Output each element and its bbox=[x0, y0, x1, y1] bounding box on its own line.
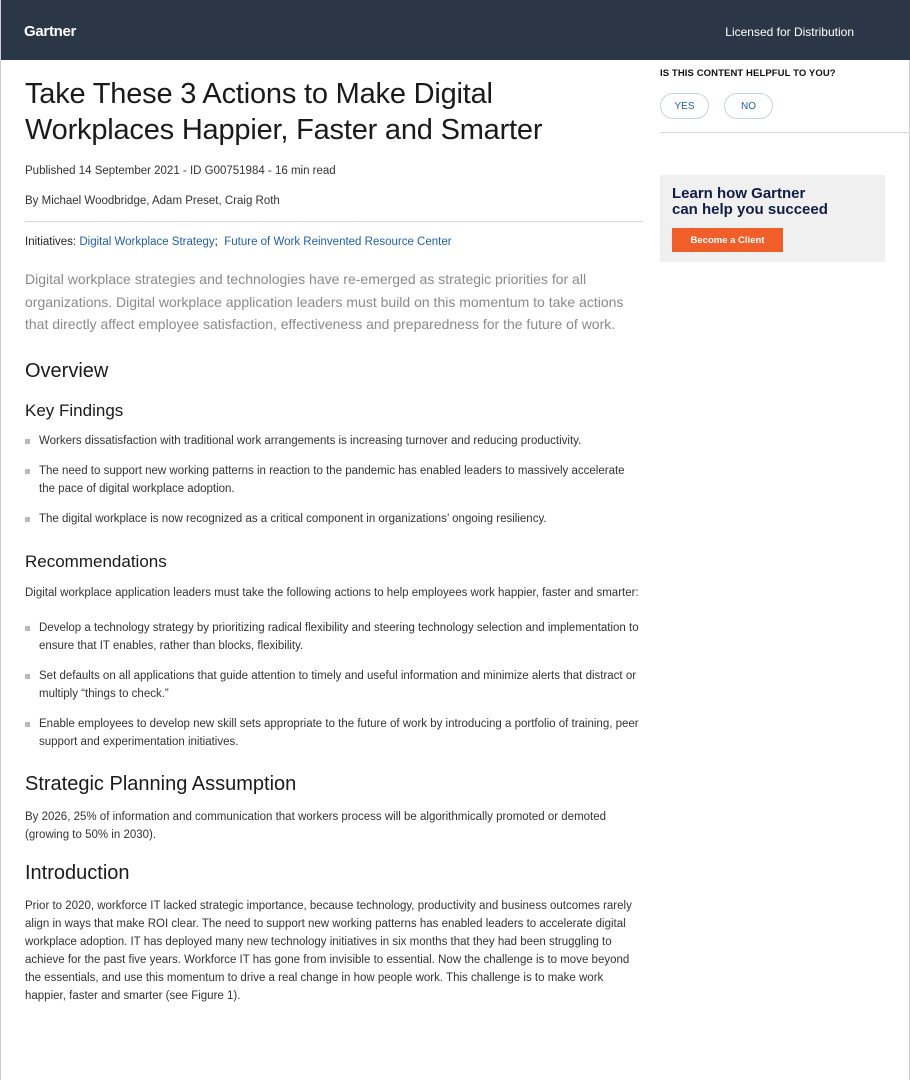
promo-title-line-1: Learn how Gartner bbox=[672, 185, 806, 202]
list-item bbox=[25, 510, 643, 528]
recommendations-intro: Digital workplace application leaders must take the following actions to help employees work happier, faster and smarter: bbox=[25, 586, 639, 599]
list-item-text: Develop a technology strategy by prioritizing radical flexibility and steering technology selection and implementation to ensure that IT enables, rather than blocks, flexibility. bbox=[39, 621, 639, 652]
article-summary: Digital workplace strategies and technologies have re-emerged as strategic priorities for all organizations. Digital workplace application leaders must build on this momentum to take actions that directly affect employee satisfaction, effectiveness and preparedness for the future of work. bbox=[25, 271, 624, 332]
list-item bbox=[25, 715, 643, 751]
bullet-icon bbox=[25, 722, 30, 727]
strategic-planning-text: By 2026, 25% of information and communication that workers process will be algorithmically promoted or demoted (growing to 50% in 2030). bbox=[25, 810, 607, 841]
recommendations-list bbox=[25, 619, 643, 751]
article-content bbox=[25, 76, 643, 1005]
feedback-buttons bbox=[660, 93, 910, 119]
list-item bbox=[25, 619, 643, 655]
list-item-text: Set defaults on all applications that guide attention to timely and useful information and minimize alerts that distract or multiply “things to check.” bbox=[39, 669, 637, 700]
yes-button[interactable]: YES bbox=[660, 93, 709, 119]
list-item bbox=[25, 667, 643, 703]
license-status: Licensed for Distribution bbox=[725, 25, 854, 39]
key-findings-heading: Key Findings bbox=[25, 400, 124, 420]
list-item bbox=[25, 432, 643, 450]
key-findings-list bbox=[25, 432, 643, 528]
sidebar bbox=[660, 68, 910, 246]
top-navigation-bar bbox=[1, 0, 910, 60]
become-a-client-button[interactable]: Become a Client bbox=[672, 228, 783, 252]
strategic-planning-heading: Strategic Planning Assumption bbox=[25, 772, 297, 795]
list-item bbox=[25, 462, 643, 498]
bullet-icon bbox=[25, 469, 30, 474]
divider bbox=[25, 221, 643, 222]
bullet-icon bbox=[25, 674, 30, 679]
recommendations-heading: Recommendations bbox=[25, 551, 167, 571]
bullet-icon bbox=[25, 626, 30, 631]
list-item-text: The digital workplace is now recognized as a critical component in organizations’ ongoing resiliency. bbox=[39, 512, 547, 525]
introduction-text: Prior to 2020, workforce IT lacked strategic importance, because technology, productivity and business outcomes rarely align in ways that make ROI clear. The need to support new working patterns has enabled leaders to accelerate digital workplace adoption. IT has deployed many new technology initiatives in six months that they had been struggling to achieve for the past five years. Workforce IT has gone from invisible to essential. Now the challenge is to move beyond the essentials, and use this momentum to drive a real change in how people work. This challenge is to make work happier, faster and smarter (see Figure 1). bbox=[25, 899, 632, 1002]
list-item-text: The need to support new working patterns in reaction to the pandemic has enabled leaders to massively accelerate the pace of digital workplace adoption. bbox=[39, 464, 625, 495]
page-title: Take These 3 Actions to Make Digital Workplaces Happier, Faster and Smarter bbox=[25, 78, 543, 146]
gartner-logo[interactable]: Gartner bbox=[24, 23, 77, 40]
promo-title-line-2: can help you succeed bbox=[672, 201, 828, 218]
list-item-text: Workers dissatisfaction with traditional work arrangements is increasing turnover and reducing productivity. bbox=[39, 434, 582, 447]
author-list: By Michael Woodbridge, Adam Preset, Craig Roth bbox=[25, 195, 280, 207]
initiatives-label: Initiatives: bbox=[25, 236, 77, 248]
bullet-icon bbox=[25, 517, 30, 522]
divider bbox=[660, 132, 910, 133]
initiative-link-future-of-work[interactable]: Future of Work Reinvented Resource Center bbox=[224, 236, 452, 248]
initiative-link-digital-workplace-strategy[interactable]: Digital Workplace Strategy bbox=[79, 236, 215, 248]
bullet-icon bbox=[25, 439, 30, 444]
publication-info: Published 14 September 2021 - ID G00751984 - 16 min read bbox=[25, 165, 336, 177]
initiative-separator: ; bbox=[214, 236, 218, 248]
list-item-text: Enable employees to develop new skill sets appropriate to the future of work by introducing a portfolio of training, peer support and experimentation initiatives. bbox=[39, 717, 639, 748]
overview-heading: Overview bbox=[25, 359, 109, 382]
feedback-question: IS THIS CONTENT HELPFUL TO YOU? bbox=[660, 68, 836, 79]
initiatives-row bbox=[25, 236, 643, 248]
introduction-heading: Introduction bbox=[25, 861, 130, 884]
no-button[interactable]: NO bbox=[724, 93, 773, 119]
promo-card bbox=[660, 175, 885, 262]
